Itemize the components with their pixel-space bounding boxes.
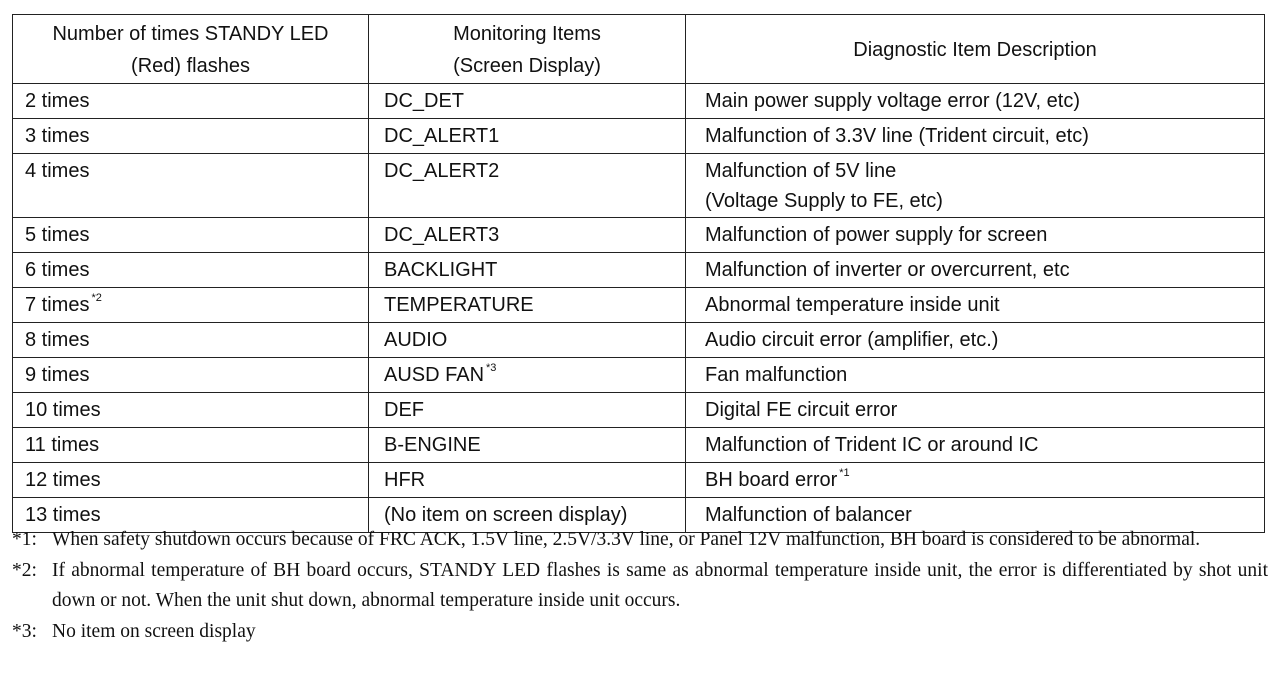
monitoring-item-text: DC_ALERT3	[384, 224, 500, 246]
cell-description	[686, 253, 1265, 288]
cell-description	[686, 119, 1265, 154]
flash-count-text: 8 times	[25, 329, 90, 351]
cell-monitoring-item	[369, 288, 686, 323]
table-row	[13, 253, 1265, 288]
flash-count-text: 6 times	[25, 259, 90, 281]
monitoring-item-text: TEMPERATURE	[384, 294, 534, 316]
table-row	[13, 84, 1265, 119]
footnote-ref: *1	[839, 467, 850, 480]
footnote-mark: *2:	[12, 560, 37, 581]
description-text: Main power supply voltage error (12V, etc)	[705, 90, 1080, 112]
table-row	[13, 119, 1265, 154]
cell-monitoring-item	[369, 154, 686, 218]
cell-description	[686, 154, 1265, 218]
cell-monitoring-item	[369, 463, 686, 498]
flash-count-text: 12 times	[25, 469, 101, 491]
cell-flash-count	[13, 119, 369, 154]
cell-description	[686, 323, 1265, 358]
cell-flash-count	[13, 358, 369, 393]
table-row	[13, 154, 1265, 218]
description-text: Malfunction of balancer	[705, 504, 912, 526]
cell-flash-count	[13, 154, 369, 218]
footnote-ref: *3	[486, 362, 497, 375]
monitoring-item-text: DC_DET	[384, 90, 465, 112]
table-row	[13, 358, 1265, 393]
flash-count-text: 10 times	[25, 399, 101, 421]
cell-monitoring-item	[369, 119, 686, 154]
cell-flash-count	[13, 84, 369, 119]
description-text: Digital FE circuit error	[705, 399, 898, 421]
cell-flash-count	[13, 428, 369, 463]
footnote-mark: *3:	[12, 621, 37, 642]
cell-monitoring-item	[369, 358, 686, 393]
table-row	[13, 428, 1265, 463]
cell-flash-count	[13, 463, 369, 498]
footnote-text: If abnormal temperature of BH board occurs, STANDY LED flashes is same as abnormal temperature inside unit, the error is differentiated by shot unit down or not. When the unit shut down, abnormal temperature inside unit occurs.	[52, 560, 1268, 611]
cell-monitoring-item	[369, 393, 686, 428]
table-header-row	[13, 15, 1265, 84]
diagnostic-table	[12, 14, 1265, 533]
footnote-item	[12, 556, 1268, 616]
monitoring-item-text: DC_ALERT1	[384, 125, 500, 147]
flash-count-text: 9 times	[25, 364, 90, 386]
flash-count-text: 7 times	[25, 294, 90, 316]
table-row	[13, 288, 1265, 323]
cell-description	[686, 428, 1265, 463]
table-body	[13, 84, 1265, 533]
footnote-text: No item on screen display	[52, 621, 256, 642]
cell-monitoring-item	[369, 84, 686, 119]
description-text: Malfunction of 5V line	[705, 160, 897, 182]
monitoring-item-text: BACKLIGHT	[384, 259, 498, 281]
header-flash-count	[13, 15, 369, 84]
description-text: Abnormal temperature inside unit	[705, 294, 1000, 316]
description-text: Fan malfunction	[705, 364, 848, 386]
flash-count-text: 13 times	[25, 504, 101, 526]
description-text: BH board error	[705, 469, 838, 491]
cell-description	[686, 218, 1265, 253]
footnote-item	[12, 617, 1268, 647]
header-monitoring-items	[369, 15, 686, 84]
monitoring-item-text: AUDIO	[384, 329, 448, 351]
table-row	[13, 393, 1265, 428]
table-row	[13, 463, 1265, 498]
cell-flash-count	[13, 253, 369, 288]
monitoring-item-text: DEF	[384, 399, 424, 421]
flash-count-text: 5 times	[25, 224, 90, 246]
cell-monitoring-item	[369, 323, 686, 358]
description-text: Malfunction of 3.3V line (Trident circuit, etc)	[705, 125, 1089, 147]
monitoring-item-text: DC_ALERT2	[384, 160, 500, 182]
cell-description	[686, 463, 1265, 498]
monitoring-item-text: (No item on screen display)	[384, 504, 628, 526]
table-row	[13, 323, 1265, 358]
monitoring-item-text: AUSD FAN	[384, 364, 485, 386]
cell-monitoring-item	[369, 253, 686, 288]
monitoring-item-text: HFR	[384, 469, 426, 491]
footnotes	[12, 525, 1268, 648]
footnote-text: When safety shutdown occurs because of FRC ACK, 1.5V line, 2.5V/3.3V line, or Panel 12V malfunction, BH board is considered to be abnormal.	[52, 529, 1201, 550]
description-text: Malfunction of Trident IC or around IC	[705, 434, 1039, 456]
flash-count-text: 11 times	[25, 434, 100, 456]
cell-description	[686, 84, 1265, 119]
cell-flash-count	[13, 218, 369, 253]
flash-count-text: 2 times	[25, 90, 90, 112]
flash-count-text: 4 times	[25, 160, 90, 182]
cell-monitoring-item	[369, 428, 686, 463]
cell-monitoring-item	[369, 218, 686, 253]
footnote-mark: *1:	[12, 529, 37, 550]
description-text-line2: (Voltage Supply to FE, etc)	[705, 190, 943, 212]
flash-count-text: 3 times	[25, 125, 90, 147]
description-text: Malfunction of power supply for screen	[705, 224, 1048, 246]
header-flash-count-line2: (Red) flashes	[131, 55, 250, 77]
description-text: Audio circuit error (amplifier, etc.)	[705, 329, 999, 351]
header-flash-count-line1: Number of times STANDY LED	[52, 23, 329, 45]
header-description	[686, 15, 1265, 84]
cell-flash-count	[13, 323, 369, 358]
footnote-ref: *2	[91, 292, 102, 305]
cell-description	[686, 393, 1265, 428]
header-monitoring-items-line2: (Screen Display)	[453, 55, 601, 77]
cell-description	[686, 358, 1265, 393]
monitoring-item-text: B-ENGINE	[384, 434, 481, 456]
header-description-line1: Diagnostic Item Description	[853, 39, 1097, 61]
cell-description	[686, 288, 1265, 323]
table-row	[13, 218, 1265, 253]
footnote-item	[12, 525, 1268, 555]
cell-flash-count	[13, 393, 369, 428]
cell-flash-count	[13, 288, 369, 323]
header-monitoring-items-line1: Monitoring Items	[453, 23, 601, 45]
description-text: Malfunction of inverter or overcurrent, etc	[705, 259, 1070, 281]
